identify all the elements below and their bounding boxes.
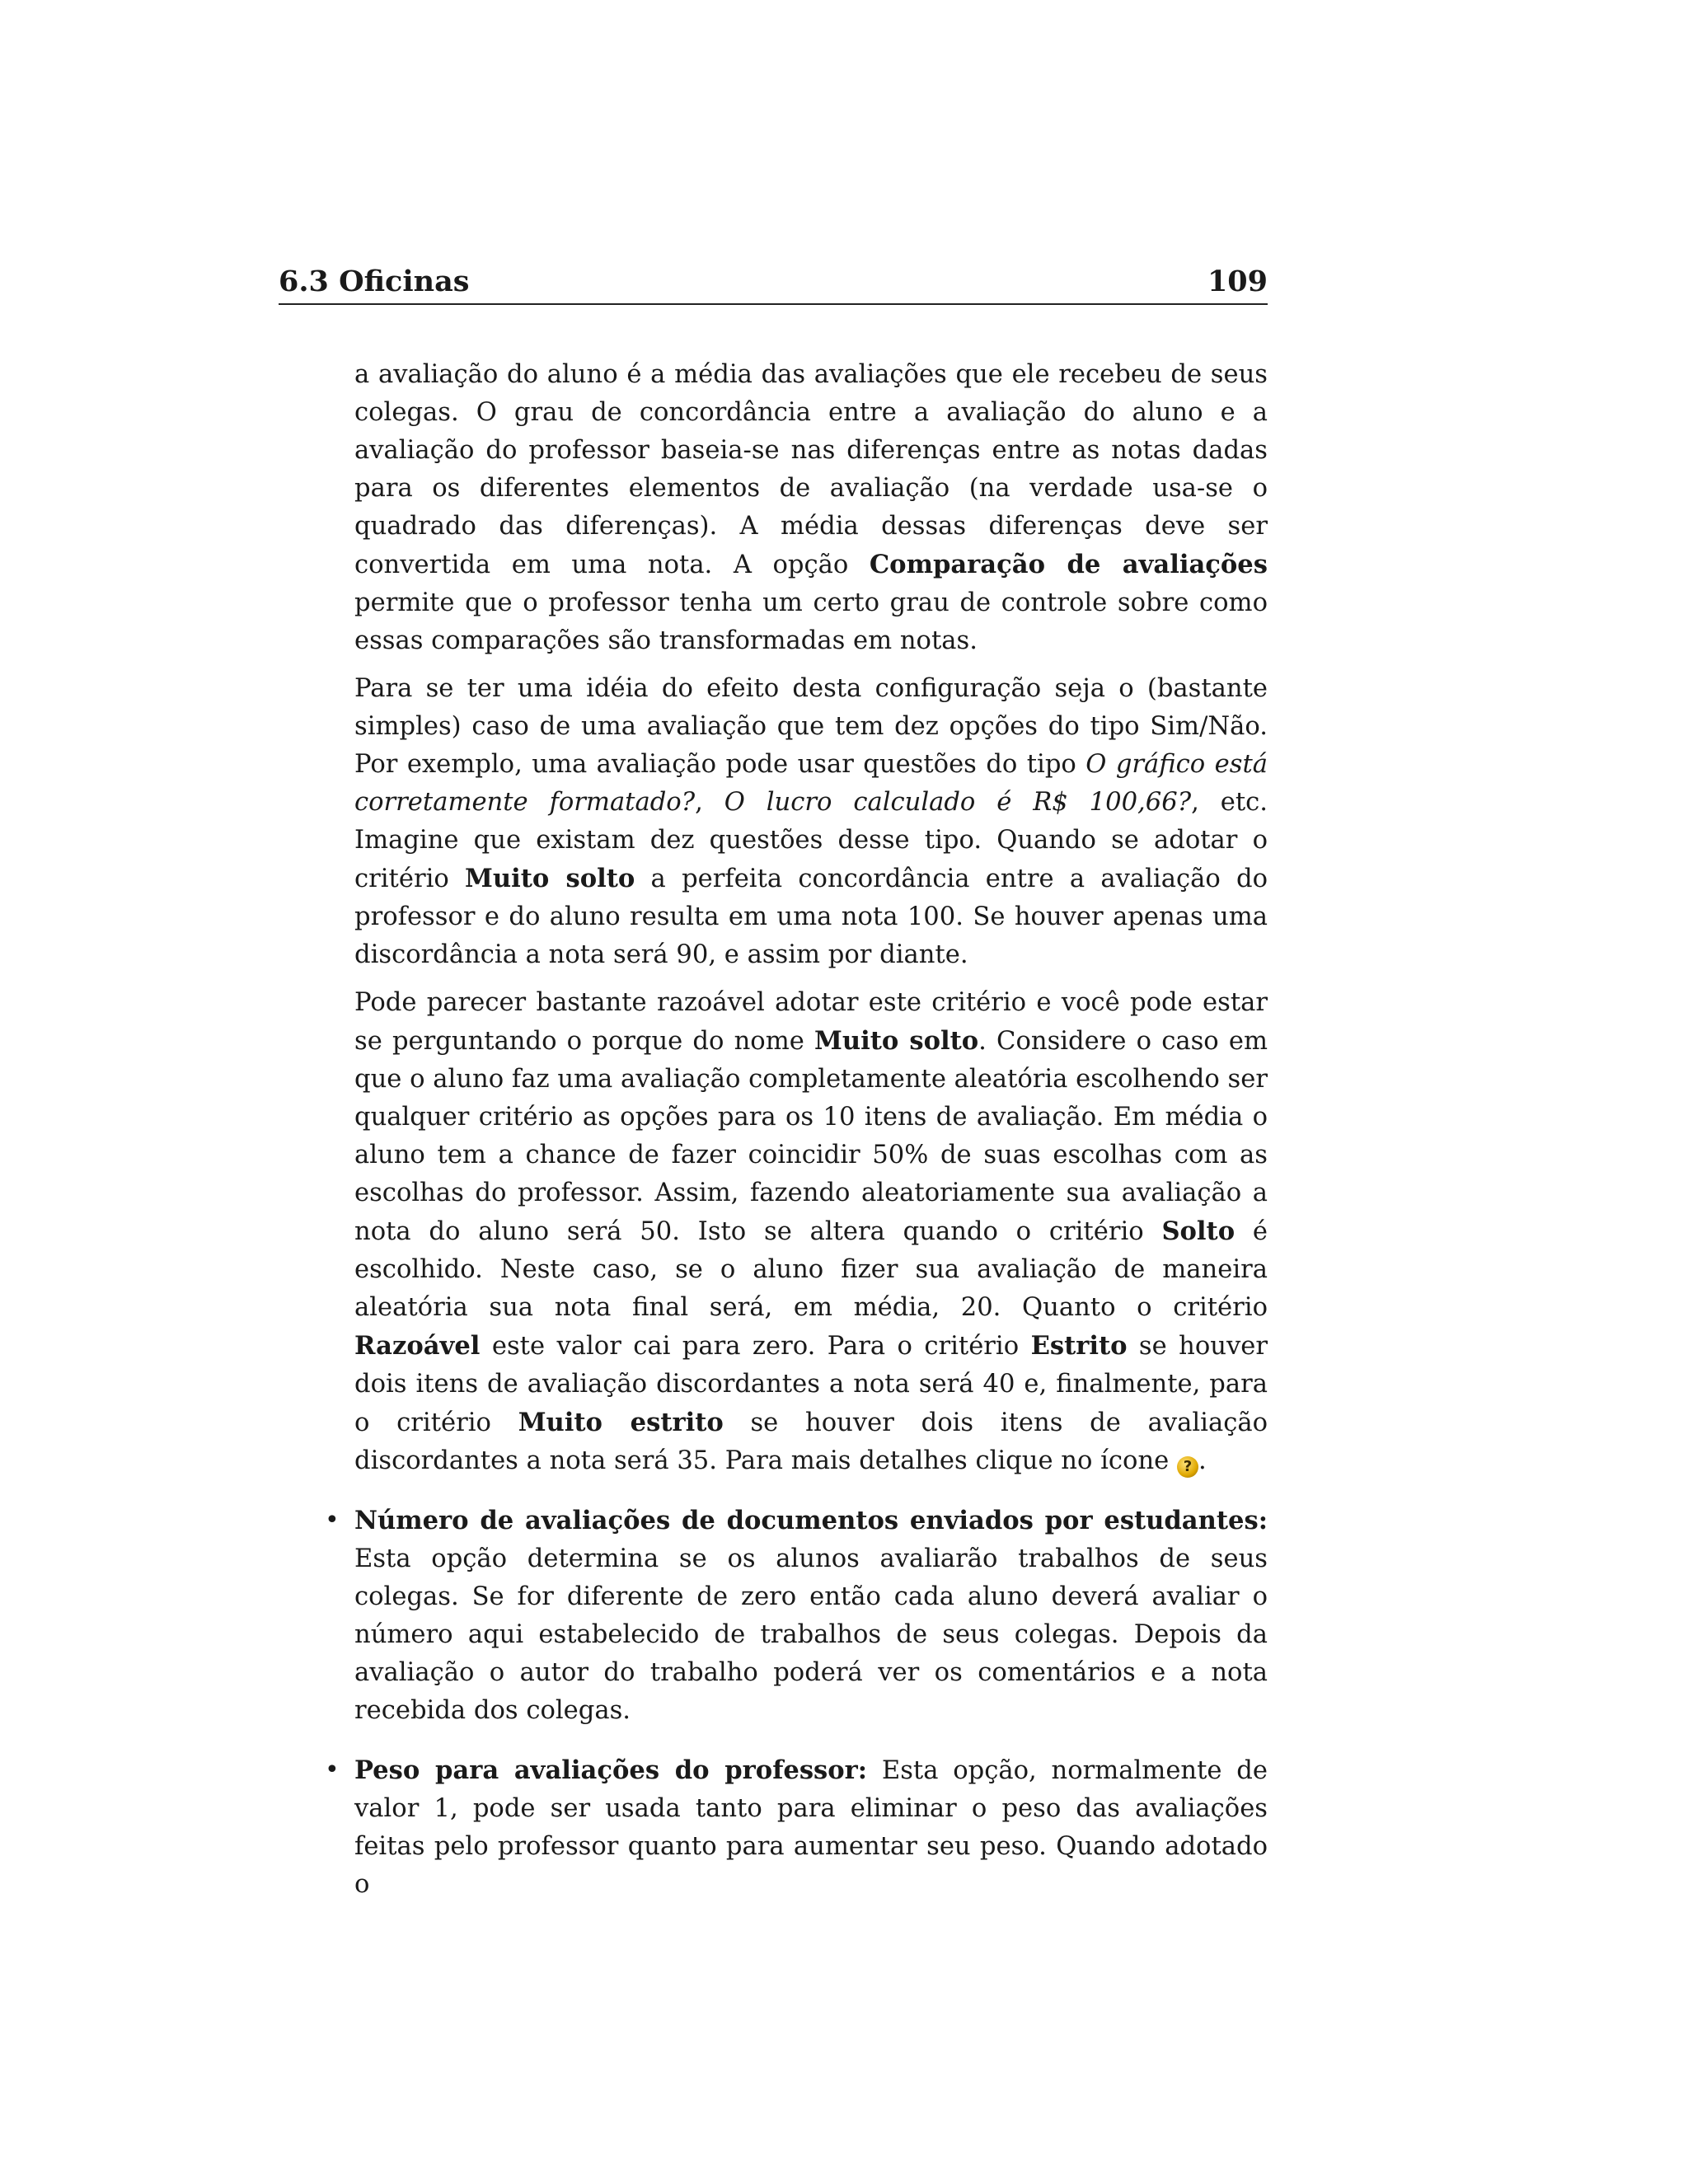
page-number: 109	[1207, 265, 1268, 298]
text-run: Para se ter uma idéia do efeito desta configuração seja o (bastante simples) caso de uma avaliação que tem dez opções do tipo Sim/Não. Por exemplo, uma avaliação pode usar questões do tipo	[354, 674, 1268, 779]
options-list	[325, 1502, 1268, 1904]
bold-term: Razoável	[354, 1331, 481, 1361]
text-run: é escolhido. Neste caso, se o aluno fizer sua avaliação de maneira aleatória sua nota final será, em média, 20. Quanto o critério	[354, 1217, 1268, 1322]
text-run: ,	[695, 788, 724, 817]
bold-term: Muito estrito	[518, 1408, 724, 1437]
text-run: se houver dois itens de avaliação discordantes a nota será 35. Para mais detalhes clique no ícone	[354, 1408, 1268, 1475]
italic-example: O lucro calculado é R$ 100,66?	[724, 788, 1192, 817]
text-run: a perfeita concordância entre a avaliação do professor e do aluno resulta em uma nota 100. Se houver apenas uma discordância a nota será 90, e assim por diante.	[354, 865, 1268, 969]
bold-term: Estrito	[1030, 1331, 1128, 1361]
option-description: Esta opção, normalmente de valor 1, pode ser usada tanto para eliminar o peso das avaliações feitas pelo professor quanto para aumentar seu peso. Quando adotado o	[354, 1756, 1268, 1899]
option-title: Peso para avaliações do professor:	[354, 1755, 868, 1785]
option-title: Número de avaliações de documentos enviados por estudantes:	[354, 1506, 1268, 1535]
bullet-icon: •	[325, 1755, 340, 1784]
section-title: 6.3 Oficinas	[279, 265, 470, 298]
paragraph-1	[354, 356, 1268, 660]
paragraph-3	[354, 984, 1268, 1480]
bold-term: Muito solto	[814, 1026, 979, 1056]
text-run: Pode parecer bastante razoável adotar este critério e você pode estar se perguntando o porque do nome	[354, 988, 1268, 1056]
text-run: permite que o professor tenha um certo grau de controle sobre como essas comparações são transformadas em notas.	[354, 588, 1268, 655]
bold-term: Muito solto	[465, 864, 635, 893]
bold-term: Solto	[1161, 1216, 1236, 1246]
bold-term: Comparação de avaliações	[869, 550, 1268, 579]
text-run: se houver dois itens de avaliação discordantes a nota será 40 e, finalmente, para o critério	[354, 1332, 1268, 1437]
text-run: a avaliação do aluno é a média das avaliações que ele recebeu de seus colegas. O grau de concordância entre a avaliação do aluno e a avaliação do professor baseia-se nas diferenças entre as notas dadas para os diferentes elementos de avaliação (na verdade usa-se o quadrado das diferenças). A média dessas diferenças deve ser convertida em uma nota. A opção	[354, 360, 1268, 579]
list-item	[325, 1751, 1268, 1904]
bullet-icon: •	[325, 1506, 340, 1535]
list-item	[325, 1502, 1268, 1730]
text-run: , etc. Imagine que existam dez questões desse tipo. Quando se adotar o critério	[354, 788, 1268, 893]
text-run: .	[1198, 1446, 1207, 1475]
paragraph-2	[354, 670, 1268, 974]
option-description: Esta opção determina se os alunos avaliarão trabalhos de seus colegas. Se for diferente de zero então cada aluno deverá avaliar o número aqui estabelecido de trabalhos de seus colegas. Depois da avaliação o autor do trabalho poderá ver os comentários e a nota recebida dos colegas.	[354, 1544, 1268, 1725]
text-run: . Considere o caso em que o aluno faz uma avaliação completamente aleatória escolhendo ser qualquer critério as opções para os 10 itens de avaliação. Em média o aluno tem a chance de fazer coincidir 50% de suas escolhas com as escolhas do professor. Assim, fazendo aleatoriamente sua avaliação a nota do aluno será 50. Isto se altera quando o critério	[354, 1027, 1268, 1246]
italic-example: O gráfico está corretamente formatado?	[354, 750, 1268, 817]
page-header	[279, 260, 1268, 305]
page-body	[325, 356, 1268, 1925]
text-run: este valor cai para zero. Para o critério	[480, 1332, 1031, 1361]
help-question-icon[interactable]: ?	[1177, 1456, 1198, 1478]
